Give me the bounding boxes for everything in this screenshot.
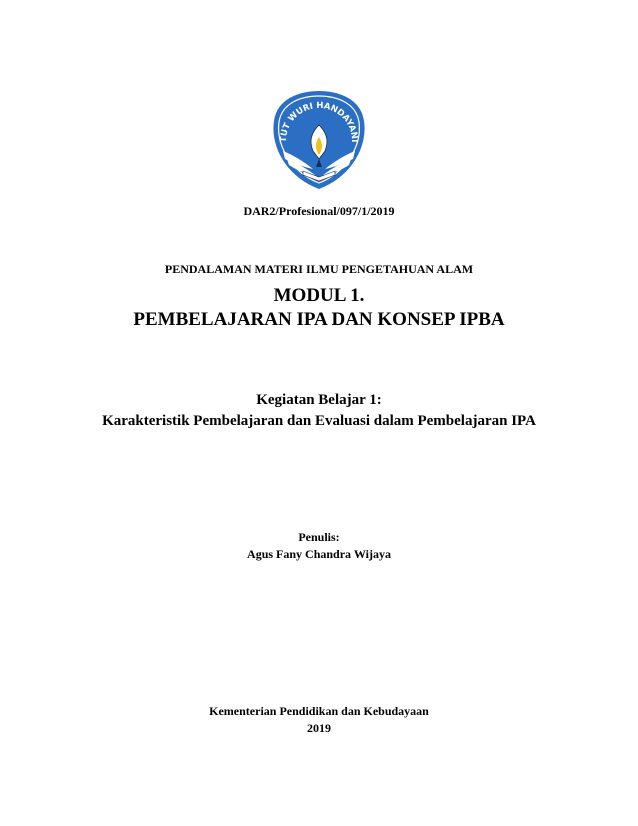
logo-motto: TUT WURI HANDAYANI: [278, 100, 360, 143]
publication-year: 2019: [307, 721, 331, 735]
learning-activity-number: Kegiatan Belajar 1:: [256, 392, 382, 408]
author-name: Agus Fany Chandra Wijaya: [247, 547, 391, 561]
module-name: PEMBELAJARAN IPA DAN KONSEP IPBA: [133, 309, 505, 330]
learning-activity-title: Karakteristik Pembelajaran dan Evaluasi dalam Pembelajaran IPA: [102, 413, 536, 429]
module-number: MODUL 1.: [273, 285, 365, 306]
tut-wuri-handayani-logo: [269, 89, 369, 191]
author-block: [0, 529, 638, 563]
publisher-name: Kementerian Pendidikan dan Kebudayaan: [209, 704, 429, 718]
series-title: PENDALAMAN MATERI ILMU PENGETAHUAN ALAM: [164, 262, 474, 276]
document-code: DAR2/Profesional/097/1/2019: [243, 204, 395, 218]
module-title: [0, 284, 638, 332]
publisher-block: [0, 703, 638, 737]
author-label: Penulis:: [298, 530, 340, 544]
learning-activity: [0, 390, 638, 432]
